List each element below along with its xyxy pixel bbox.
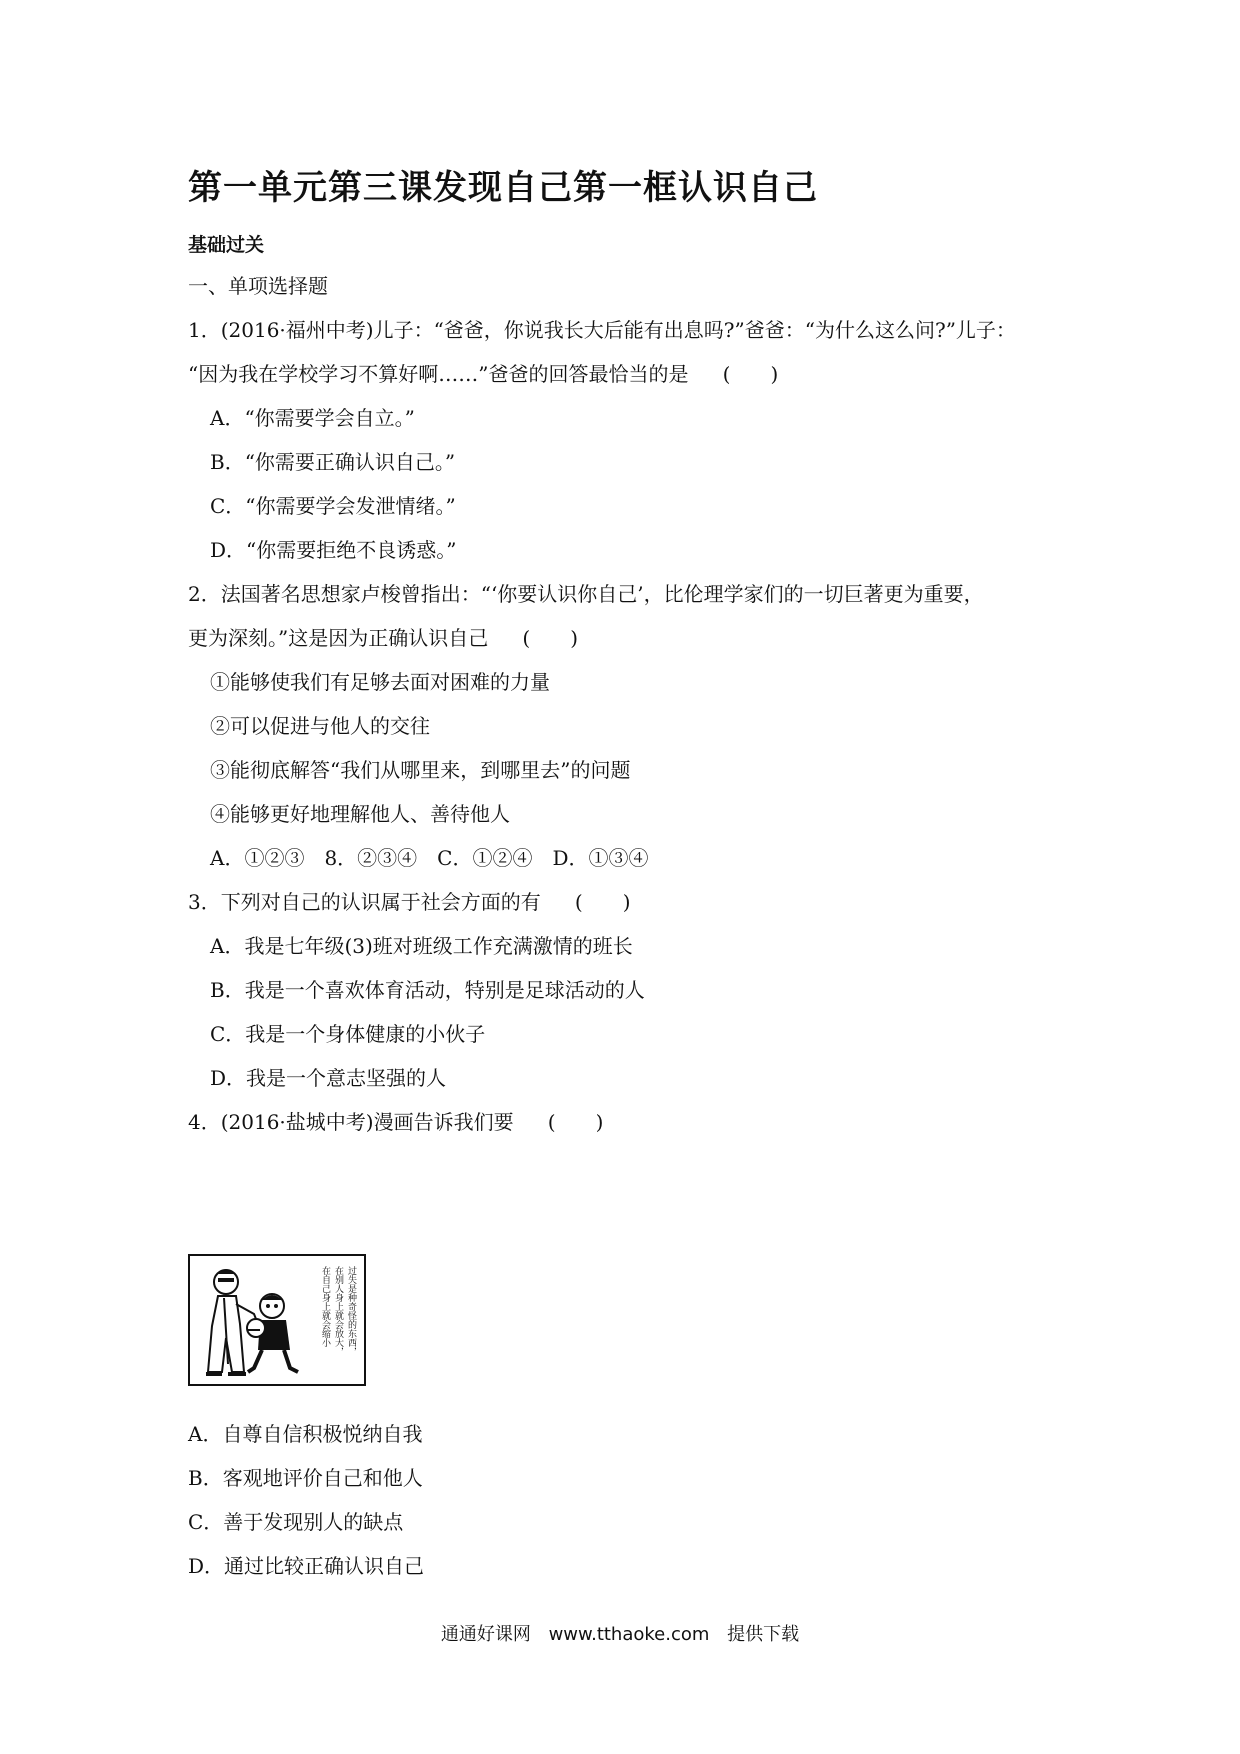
option-item: C．我是一个身体健康的小伙子	[210, 1022, 486, 1046]
question-1-stem: “因为我在学校学习不算好啊……”爸爸的回答最恰当的是	[188, 362, 689, 386]
option-item: C．善于发现别人的缺点	[188, 1510, 404, 1534]
question-3-stem: 3．下列对自己的认识属于社会方面的有	[188, 890, 541, 914]
statement-item: ④能够更好地理解他人、善待他人	[210, 802, 510, 826]
question-2-line-1: 2．法国著名思想家卢梭曾指出：“‘你要认识你自己’，比伦理学家们的一切巨著更为重要，	[188, 582, 984, 606]
question-2-stem: 更为深刻。”这是因为正确认识自己	[188, 626, 489, 650]
option-item: A．我是七年级(3)班对班级工作充满激情的班长	[210, 934, 633, 958]
option-item: D．“你需要拒绝不良诱惑。”	[210, 538, 457, 562]
option-item: B．客观地评价自己和他人	[188, 1466, 423, 1490]
part-heading: 一、单项选择题	[188, 274, 328, 298]
section-heading: 基础过关	[188, 234, 265, 256]
option-item: A．“你需要学会自立。”	[210, 406, 415, 430]
option-item: B．我是一个喜欢体育活动，特别是足球活动的人	[210, 978, 645, 1002]
answer-blank: ( )	[547, 1110, 604, 1134]
question-4-stem: 4．(2016·盐城中考)漫画告诉我们要	[188, 1110, 514, 1134]
option-item: B．“你需要正确认识自己。”	[210, 450, 456, 474]
cartoon-caption-1: 过失是种奇怪的东西，	[346, 1266, 356, 1356]
statement-item: ③能彻底解答“我们从哪里来，到哪里去”的问题	[210, 758, 631, 782]
footer-url-link[interactable]: www.tthaoke.com	[548, 1624, 710, 1645]
question-1-line-1: 1．(2016·福州中考)儿子：“爸爸，你说我长大后能有出息吗?”爸爸：“为什么这么问?”儿子：	[188, 318, 1016, 342]
cartoon-image	[188, 1254, 366, 1386]
statement-item: ②可以促进与他人的交往	[210, 714, 430, 738]
cartoon-caption-2: 在别人身上就会放大，	[333, 1266, 343, 1356]
footer-site-name: 通通好课网	[440, 1624, 531, 1645]
option-item: C．“你需要学会发泄情绪。”	[210, 494, 456, 518]
option-item: D．我是一个意志坚强的人	[210, 1066, 447, 1090]
option-row: A．①②③ 8．②③④ C．①②④ D．①③④	[210, 846, 649, 870]
answer-blank: ( )	[574, 890, 631, 914]
option-item: A．自尊自信积极悦纳自我	[188, 1422, 423, 1446]
question-3-line-1	[188, 888, 631, 916]
page-footer	[0, 1620, 1240, 1646]
question-4-line-1	[188, 1108, 604, 1136]
page-title: 第一单元第三课发现自己第一框认识自己	[188, 168, 818, 208]
statement-item: ①能够使我们有足够去面对困难的力量	[210, 670, 550, 694]
question-2-line-2	[188, 624, 578, 652]
option-item: D．通过比较正确认识自己	[188, 1554, 425, 1578]
answer-blank: ( )	[522, 626, 579, 650]
answer-blank: ( )	[722, 362, 779, 386]
question-1-line-2	[188, 360, 778, 388]
cartoon-caption-3: 在自己身上就会缩小	[320, 1266, 330, 1347]
footer-note: 提供下载	[727, 1624, 800, 1645]
